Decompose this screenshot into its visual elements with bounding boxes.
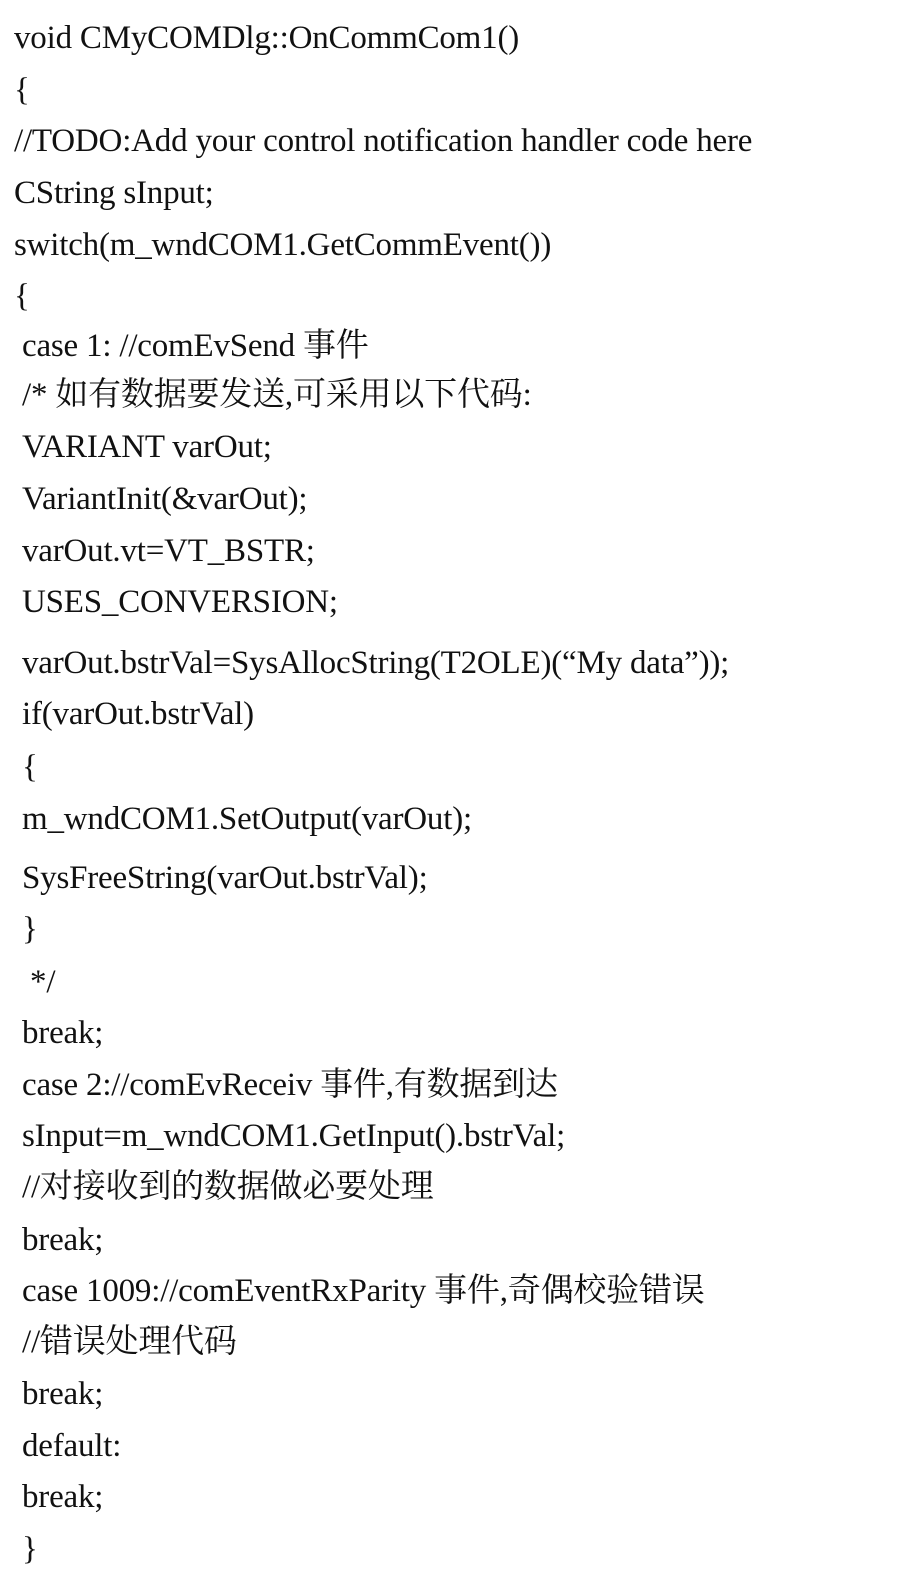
code-line-9: VARIANT varOut; [22, 429, 272, 465]
code-line-2: { [14, 72, 30, 108]
code-line-24: break; [22, 1222, 104, 1258]
code-line-17: SysFreeString(varOut.bstrVal); [22, 860, 428, 896]
code-line-6: { [14, 278, 30, 314]
code-line-3: //TODO:Add your control notification handler code here [14, 123, 753, 159]
code-line-10: VariantInit(&varOut); [22, 481, 308, 517]
code-line-19: */ [22, 964, 56, 1000]
code-line-21: case 2://comEvReceiv 事件,有数据到达 [22, 1067, 558, 1103]
code-line-5: switch(m_wndCOM1.GetCommEvent()) [14, 227, 552, 263]
code-line-13: varOut.bstrVal=SysAllocString(T2OLE)(“My data”)); [22, 645, 730, 681]
code-line-12: USES_CONVERSION; [22, 584, 338, 620]
code-line-22: sInput=m_wndCOM1.GetInput().bstrVal; [22, 1118, 566, 1154]
code-line-27: break; [22, 1376, 104, 1412]
code-line-16: m_wndCOM1.SetOutput(varOut); [22, 801, 472, 837]
code-line-23: //对接收到的数据做必要处理 [22, 1169, 434, 1205]
code-line-30: } [22, 1531, 38, 1567]
code-line-15: { [22, 749, 38, 785]
code-line-11: varOut.vt=VT_BSTR; [22, 533, 315, 569]
code-line-25: case 1009://comEventRxParity 事件,奇偶校验错误 [22, 1273, 705, 1309]
code-line-4: CString sInput; [14, 175, 214, 211]
code-line-7: case 1: //comEvSend 事件 [22, 328, 369, 364]
code-line-14: if(varOut.bstrVal) [22, 696, 254, 732]
code-line-28: default: [22, 1428, 122, 1464]
code-line-20: break; [22, 1015, 104, 1051]
code-line-18: } [22, 911, 38, 947]
code-line-29: break; [22, 1479, 104, 1515]
code-line-26: //错误处理代码 [22, 1324, 237, 1360]
code-line-8: /* 如有数据要发送,可采用以下代码: [22, 377, 532, 413]
code-line-1: void CMyCOMDlg::OnCommCom1() [14, 20, 520, 56]
